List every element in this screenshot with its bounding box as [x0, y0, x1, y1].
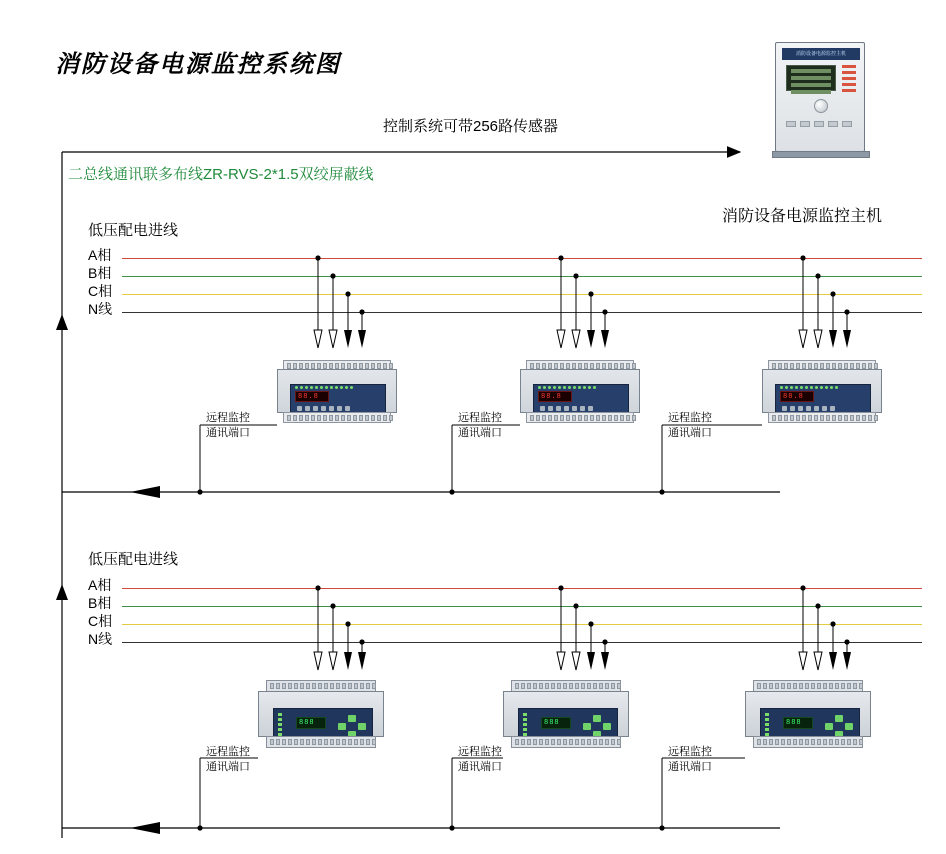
- section-2-phase-a-label: A相: [88, 577, 112, 593]
- power-monitor-module-5: [503, 680, 629, 752]
- section-1-phase-n-label: N线: [88, 301, 113, 317]
- host-header-label: 消防设备电源监控主机: [782, 48, 860, 60]
- section-2-phase-n-label: N线: [88, 631, 113, 647]
- module-4-display: 888: [299, 719, 315, 727]
- section-2-incoming-label: 低压配电进线: [88, 551, 179, 568]
- module-1-port-label: 远程监控 通讯端口: [206, 412, 250, 439]
- power-monitor-module-4: [258, 680, 384, 752]
- module-1-display: 88.8: [298, 393, 319, 401]
- module-3-port-label: 远程监控 通讯端口: [668, 412, 712, 439]
- section-1-bus-phase-a: [122, 258, 922, 259]
- module-2-display: 88.8: [541, 393, 562, 401]
- power-monitor-module-6: [745, 680, 871, 752]
- section-2-bus-phase-n: [122, 642, 922, 643]
- power-monitor-module-3: [762, 360, 882, 428]
- power-monitor-module-1: [277, 360, 397, 428]
- module-5-display: 888: [544, 719, 560, 727]
- section-1-phase-b-label: B相: [88, 265, 112, 281]
- module-6-display: 888: [786, 719, 802, 727]
- module-2-port-label: 远程监控 通讯端口: [458, 412, 502, 439]
- section-1-bus-phase-c: [122, 294, 922, 295]
- power-monitor-module-2: [520, 360, 640, 428]
- section-1-bus-phase-n: [122, 312, 922, 313]
- section-1-incoming-label: 低压配电进线: [88, 222, 179, 239]
- monitoring-host-device: [775, 42, 865, 152]
- host-base: [772, 151, 870, 158]
- section-2-bus-phase-a: [122, 588, 922, 589]
- section-1-phase-c-label: C相: [88, 283, 113, 299]
- section-1-phase-a-label: A相: [88, 247, 112, 263]
- section-1-bus-phase-b: [122, 276, 922, 277]
- host-screen: [786, 65, 836, 91]
- module-6-port-label: 远程监控 通讯端口: [668, 746, 712, 773]
- host-button-row: [786, 121, 852, 127]
- module-5-port-label: 远程监控 通讯端口: [458, 746, 502, 773]
- module-4-port-label: 远程监控 通讯端口: [206, 746, 250, 773]
- section-2-phase-c-label: C相: [88, 613, 113, 629]
- section-2-bus-phase-c: [122, 624, 922, 625]
- section-2-bus-phase-b: [122, 606, 922, 607]
- section-2-phase-b-label: B相: [88, 595, 112, 611]
- comm-line-label: 二总线通讯联多布线ZR-RVS-2*1.5双绞屏蔽线: [68, 166, 374, 183]
- module-3-display: 88.8: [783, 393, 804, 401]
- host-indicator-leds: [842, 65, 856, 92]
- host-knob: [814, 99, 828, 113]
- bus-capacity-note: 控制系统可带256路传感器: [383, 118, 559, 135]
- host-caption: 消防设备电源监控主机: [722, 208, 883, 225]
- page-title: 消防设备电源监控系统图: [55, 52, 341, 78]
